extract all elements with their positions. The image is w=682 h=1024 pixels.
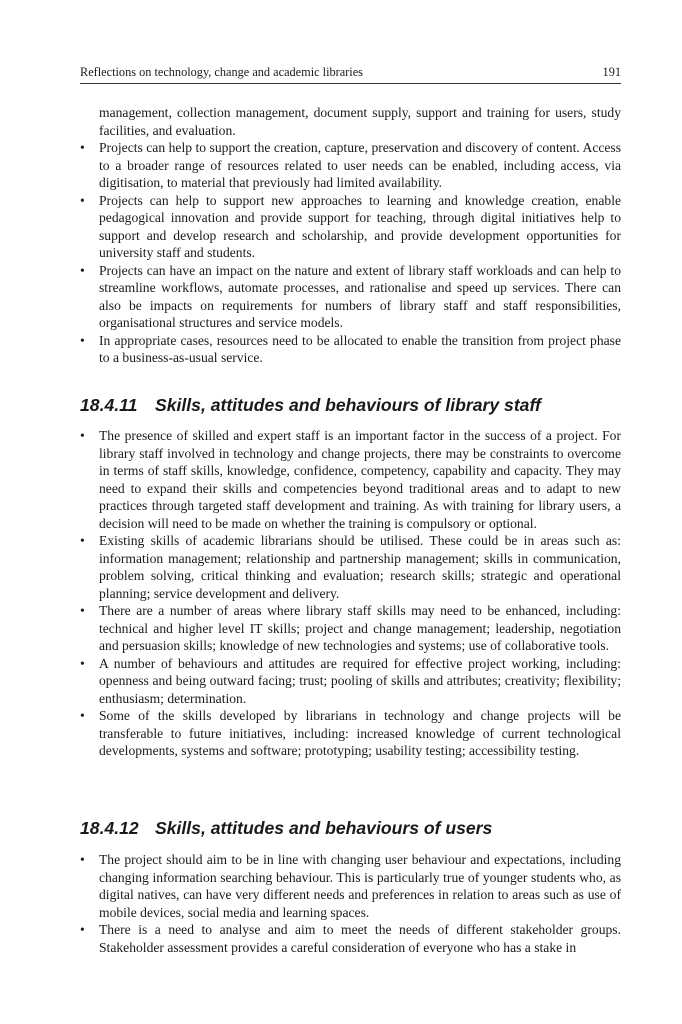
list-item: • The presence of skilled and expert staff is an important factor in the success of a project. For library staff involved in technology and change projects, there may be constraints to overcome in terms of staff skills, knowledge, confidence, competency, capability and capacity. They may need to expand their skills and competencies beyond traditional areas and to adapt to new practices through targeted staff development and training. As with training for library users, a decision will need to be made on whether the training is compulsory or optional. [80, 428, 621, 531]
section-heading [80, 817, 621, 839]
page-number: 191 [602, 65, 621, 79]
list-item: • Projects can help to support new approaches to learning and knowledge creation, enable pedagogical innovation and provide support for teaching, through digital initiatives help to support and develop research and scholarship, and provide development opportunities for university staff and students. [80, 192, 621, 260]
list-item: • In appropriate cases, resources need to be allocated to enable the transition from project phase to a business-as-usual service. [80, 332, 621, 365]
list-item-text: Projects can help to support the creation, capture, preservation and discovery of content. Access to a broader range of resources related to user needs can be enabled, including access, via digitisation, to material that previously had limited availability. [99, 140, 621, 190]
list-item-text: There is a need to analyse and aim to meet the needs of different stakeholder groups. Stakeholder assessment provides a careful consideration of everyone who has a stake in [99, 922, 621, 955]
section-bullet-list [80, 851, 621, 956]
running-header [80, 61, 621, 84]
list-item: • A number of behaviours and attitudes are required for effective project working, including: openness and being outward facing; trust; pooling of skills and attributes; creativity; flexibility; enthusiasm; determination. [80, 655, 621, 706]
list-item: • Existing skills of academic librarians should be utilised. These could be in areas such as: information management; relationship and partnership management; skills in communication, problem solving, critical thinking and evaluation; research skills; strategic and operational planning; service development and delivery. [80, 533, 621, 601]
intro-bullet-list [80, 139, 621, 367]
list-item-text: The presence of skilled and expert staff is an important factor in the success of a project. For library staff involved in technology and change projects, there may be constraints to overcome in terms of staff skills, knowledge, confidence, competency, capability and capacity. They may need to expand their skills and competencies beyond traditional areas and to adapt to new practices through targeted staff development and training. As with training for library users, a decision will need to be made on whether the training is compulsory or optional. [99, 428, 621, 531]
running-title: Reflections on technology, change and academic libraries [80, 65, 363, 79]
section-title: Skills, attitudes and behaviours of library staff [155, 395, 541, 415]
list-item: • There is a need to analyse and aim to meet the needs of different stakeholder groups. Stakeholder assessment provides a careful consideration of everyone who has a stake in [80, 922, 621, 955]
section-number: 18.4.11 [80, 395, 138, 415]
list-item: • Projects can help to support the creation, capture, preservation and discovery of content. Access to a broader range of resources related to user needs can be enabled, including access, via digitisation, to material that previously had limited availability. [80, 140, 621, 190]
section-bullet-list [80, 427, 621, 760]
list-item: • Projects can have an impact on the nature and extent of library staff workloads and can help to streamline workflows, automate processes, and rationalise and speed up services. There can also be impacts on requirements for numbers of library staff and staff responsibilities, organisational structures and service models. [80, 262, 621, 330]
list-item-text: In appropriate cases, resources need to be allocated to enable the transition from project phase to a business-as-usual service. [99, 332, 621, 365]
list-item-text: Projects can help to support new approaches to learning and knowledge creation, enable pedagogical innovation and provide support for teaching, through digital initiatives help to support and develop research and scholarship, and provide development opportunities for university staff and students. [99, 192, 621, 260]
list-item: • The project should aim to be in line with changing user behaviour and expectations, including changing information searching behaviour. This is particularly true of younger students who, as digital natives, can have very different needs and preferences in relation to areas such as use of mobile devices, social media and learning spaces. [80, 852, 621, 920]
list-item-text: Existing skills of academic librarians should be utilised. These could be in areas such as: information management; relationship and partnership management; skills in communication, problem solving, critical thinking and evaluation; research skills; strategic and operational planning; service development and delivery. [99, 533, 621, 601]
continued-paragraph: management, collection management, document supply, support and training for users, study facilities, and evaluation. [99, 105, 621, 138]
list-item-text: Some of the skills developed by librarians in technology and change projects will be transferable to future initiatives, including: increased knowledge of current technological developments, systems and software; prototyping; usability testing; accessibility testing. [99, 708, 621, 758]
list-item: • There are a number of areas where library staff skills may need to be enhanced, including: technical and higher level IT skills; project and change management; leadership, negotiation and persuasion skills; knowledge of new technologies and systems; use of collaborative tools. [80, 603, 621, 653]
list-item-text: There are a number of areas where library staff skills may need to be enhanced, including: technical and higher level IT skills; project and change management; leadership, negotiation and persuasion skills; knowledge of new technologies and systems; use of collaborative tools. [99, 603, 621, 653]
list-item-text: A number of behaviours and attitudes are required for effective project working, including: openness and being outward facing; trust; pooling of skills and attributes; creativity; flexibility; enthusiasm; determination. [99, 655, 621, 706]
section-heading [80, 394, 621, 416]
list-item-text: Projects can have an impact on the nature and extent of library staff workloads and can help to streamline workflows, automate processes, and rationalise and speed up services. There can also be impacts on requirements for numbers of library staff and staff responsibilities, organisational structures and service models. [99, 262, 621, 330]
list-item: • Some of the skills developed by librarians in technology and change projects will be transferable to future initiatives, including: increased knowledge of current technological developments, systems and software; prototyping; usability testing; accessibility testing. [80, 708, 621, 758]
section-number: 18.4.12 [80, 818, 139, 838]
list-item-text: The project should aim to be in line with changing user behaviour and expectations, including changing information searching behaviour. This is particularly true of younger students who, as digital natives, can have very different needs and preferences in relation to areas such as use of mobile devices, social media and learning spaces. [99, 852, 621, 920]
section-title: Skills, attitudes and behaviours of users [155, 818, 493, 838]
